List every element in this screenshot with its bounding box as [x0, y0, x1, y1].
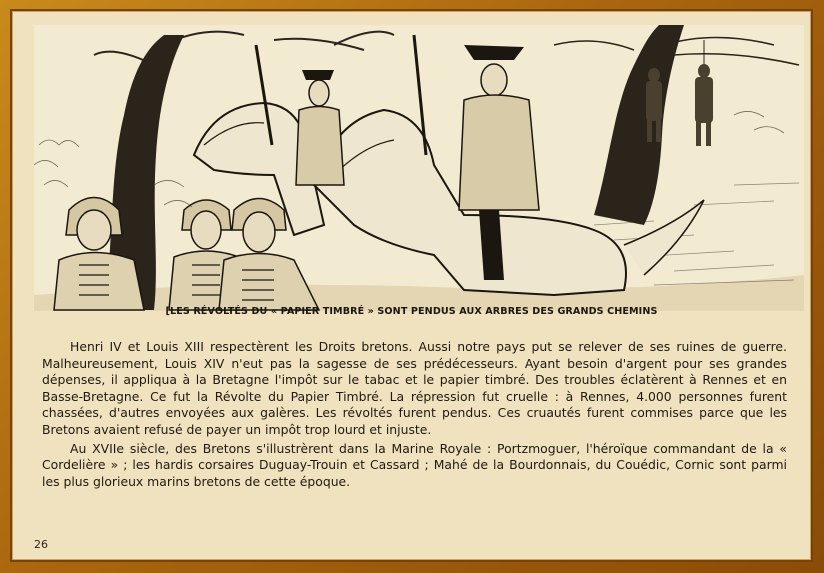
- illustration-svg: [34, 25, 804, 311]
- paragraph-1: Henri IV et Louis XIII respectèrent les Droits bretons. Aussi notre pays put se relever de ses ruines de guerre. Malheureusement, Louis XIV n'eut pas la sagesse de ses prédécesseurs. Ayant besoin d'argent pour ses grandes dépenses, il appliqua à la Bretagne l'impôt sur le tabac et le papier timbré. Des troubles éclatèrent à Rennes et en Basse-Bretagne. Ce fut la Révolte du Papier Timbré. La répression fut cruelle : à Rennes, 4.000 personnes furent chassées, d'autres envoyées aux galères. Les révoltés furent pendus. Ces cruautés furent commises parce que les Bretons avaient refusé de payer un impôt trop lourd et injuste.: [42, 339, 787, 437]
- illustration-caption: [LES RÉVOLTÉS DU « PAPIER TIMBRÉ » SONT PENDUS AUX ARBRES DES GRANDS CHEMINS: [165, 306, 658, 317]
- right-tree-branches: [554, 38, 799, 66]
- book-page: [12, 11, 811, 560]
- engraving-illustration: [34, 25, 804, 311]
- paragraph-2: Au XVIIe siècle, des Bretons s'illustrèrent dans la Marine Royale : Portzmoguer, l'héroïque commandant de la « Cordelière » ; les hardis corsaires Duguay-Trouin et Cassard ; Mahé de la Bourdonnais, du Couédic, Cornic sont parmi les plus glorieux marins bretons de cette époque.: [42, 440, 787, 489]
- page-number: 26: [34, 538, 48, 551]
- body-text: [42, 339, 787, 492]
- right-tree: [594, 25, 684, 225]
- left-tree-branches: [94, 32, 394, 65]
